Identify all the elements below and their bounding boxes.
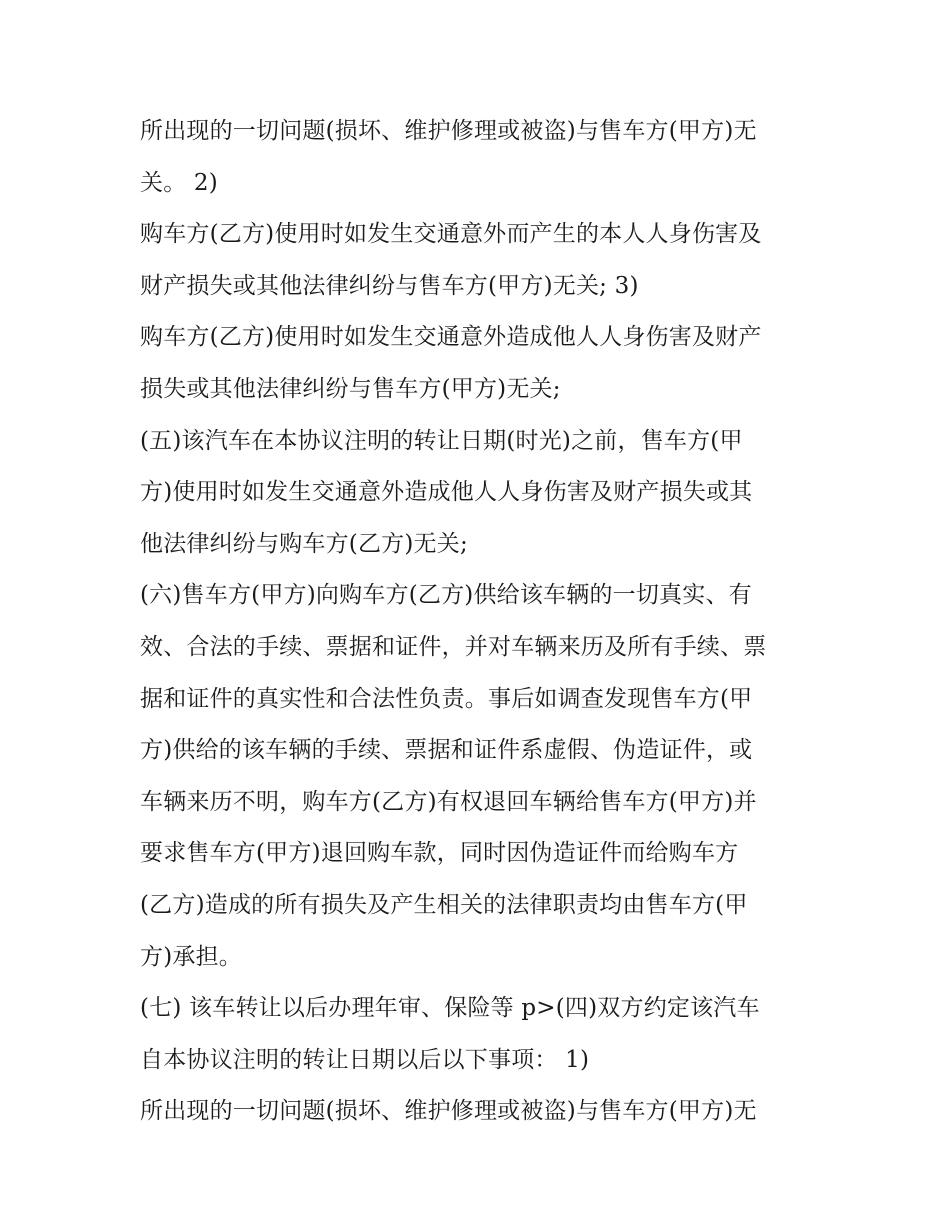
- text-line: 效、合法的手续、票据和证件，并对车辆来历及所有手续、票: [140, 633, 767, 660]
- text-line: 方)承担。: [140, 943, 242, 970]
- text-line: 损失或其他法律纠纷与售车方(甲方)无关;: [140, 375, 561, 402]
- text-line: 所出现的一切问题(损坏、维护修理或被盗)与售车方(甲方)无: [140, 118, 757, 144]
- text-line: 他法律纠纷与购车方(乙方)无关;: [140, 530, 468, 557]
- text-line: 所出现的一切问题(损坏、维护修理或被盗)与售车方(甲方)无: [140, 1098, 757, 1125]
- document-body: [140, 106, 830, 1138]
- text-line: (六)售车方(甲方)向购车方(乙方)供给该车辆的一切真实、有: [140, 582, 752, 609]
- text-line: 据和证件的真实性和合法性负责。事后如调查发现售车方(甲: [140, 685, 753, 712]
- text-line: 要求售车方(甲方)退回购车款，同时因伪造证件而给购车方: [140, 840, 739, 867]
- text-line: 车辆来历不明，购车方(乙方)有权退回车辆给售车方(甲方)并: [140, 788, 757, 815]
- text-line: 方)使用时如发生交通意外造成他人人身伤害及财产损失或其: [140, 479, 753, 506]
- text-line: (五)该汽车在本协议注明的转让日期(时光)之前，售车方(甲: [140, 427, 743, 454]
- text-line: 关。 2): [140, 169, 218, 196]
- text-line: 购车方(乙方)使用时如发生交通意外而产生的本人人身伤害及: [140, 221, 762, 248]
- text-line: 购车方(乙方)使用时如发生交通意外造成他人人身伤害及财产: [140, 324, 762, 351]
- text-line: (乙方)造成的所有损失及产生相关的法律职责均由售车方(甲: [140, 891, 748, 918]
- text-line: 财产损失或其他法律纠纷与售车方(甲方)无关; 3): [140, 272, 639, 299]
- text-line: (七) 该车转让以后办理年审、保险等 p>(四)双方约定该汽车: [140, 995, 760, 1022]
- text-line: 方)供给的该车辆的手续、票据和证件系虚假、伪造证件，或: [140, 737, 753, 764]
- text-line: 自本协议注明的转让日期以后以下事项： 1): [140, 1046, 590, 1073]
